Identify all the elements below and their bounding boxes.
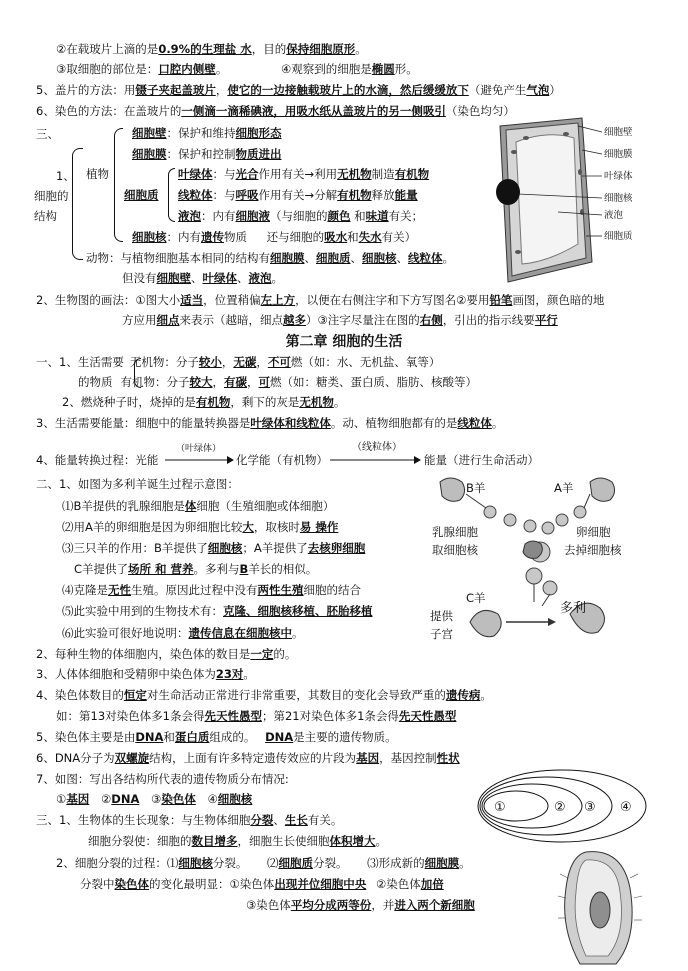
label-cytoplasm: 细胞质 [604,231,633,242]
division-process: 2、细胞分裂的过程：⑴细胞核分裂。 ⑵细胞质分裂。 ⑶形成新的细胞膜。 [56,856,471,870]
chloroplast-row: 叶绿体：与光合作用有关→利用无机物制造有机物 [178,167,430,181]
dolly-label: 多利 [560,601,587,616]
saline-line: ②在载玻片上滴的是0.9%的生理盐 水，目的保持细胞原形。 [56,42,367,56]
genetics-5: 5、染色体主要是由DNA和蛋白质组成的。 DNA是主要的遗传物质。 [36,730,397,744]
drawing-rule-2: 方应用细点来表示（越暗，细点越多）③注字尽量注在图的右侧，引出的指示线要平行 [122,313,558,327]
animal-row: 动物：与植物细胞基本相同的结构有细胞膜、细胞质、细胞核、线粒体。 [86,251,454,265]
sample-line: ③取细胞的部位是：口腔内侧壁。 ④观察到的细胞是椭圆形。 [56,62,418,76]
cloning-q6: ⑹此实验可很好地说明：遗传信息在细胞核中。 [62,626,304,640]
growth-1b: 细胞分裂使：细胞的数目增多，细胞生长使细胞体积增大。 [88,834,387,848]
take-nucleus-label: 取细胞核 [432,543,478,557]
cell-label-a: 细胞的 [34,189,69,203]
egg-label: 卵细胞 [576,525,611,539]
label-vacuole: 液泡 [604,210,624,221]
genetics-7-answers: ①基因 ②DNA ③染色体 ④细胞核 [56,792,253,806]
a-sheep-label: A羊 [554,481,574,495]
provide-label: 提供 [430,609,453,623]
plant-brace [114,128,123,242]
cell-membrane-row: 细胞膜：保护和控制物质进出 [132,147,282,161]
fused-cell [523,541,542,558]
mitochondria-arrow-label: （线粒体） [352,442,402,453]
division-chromosome-b: ③染色体平均分成两等份，并进入两个新细胞 [246,898,475,912]
genetics-6: 6、DNA分子为双螺旋结构，上面有许多特定遗传效应的片段为基因，基因控制性状 [36,751,460,765]
needs-row-1: 一、1、生活需要 无机物：分子较小，无碳，不可燃（如：水、无机盐、氧等） [36,355,441,369]
nested-ellipse-diagram [476,768,648,844]
cloning-q1: ⑴B羊提供的乳腺细胞是体细胞（生殖细胞或体细胞） [62,499,335,513]
burning-row: 2、燃烧种子时，烧掉的是有机物，剩下的灰是无机物。 [62,395,346,409]
energy-process-b: 化学能（有机物） [236,453,328,467]
drawing-rule-1: 2、生物图的画法：①图大小适当，位置稍偏左上方，以便在右侧注字和下方写图名②要用铅笔画图，颜色暗的地 [36,293,605,307]
cloning-q3b: C羊提供了场所 和 营养。多利与B羊长的相似。 [74,562,318,576]
growth-1: 三、1、生物体的生长现象：与生物体细胞分裂、生长有关。 [36,813,343,827]
c-sheep [470,610,501,636]
nucleus-shape [496,179,520,205]
label-cell-membrane: 细胞膜 [604,149,633,160]
mitochondria-row: 线粒体：与呼吸作用有关→分解有机物释放能量 [178,188,418,202]
coverslip-line: 5、盖片的方法：用镊子夹起盖玻片，使它的一边接触载玻片上的水滴，然后缓缓放下（避免产生气泡） [36,83,561,97]
cloning-intro: 二、1、如图为多利羊诞生过程示意图： [36,477,239,491]
arrow-1 [165,455,235,465]
organism-illustration [546,848,656,968]
mammary-label: 乳腺细胞 [432,525,478,539]
label-cell-wall: 细胞壁 [604,127,633,138]
cell-label-b: 结构 [34,209,57,223]
cloning-q3: ⑶三只羊的作用：B羊提供了细胞核；A羊提供了去核卵细胞 [62,541,366,555]
cloning-q5: ⑸此实验中用到的生物技术有：克隆、细胞核移植、胚胎移植 [62,604,373,618]
animal-lack-row: 但没有细胞壁、叶绿体、液泡。 [122,271,283,285]
ring-2-label: ② [554,800,566,815]
genetics-7: 7、如图：写出各结构所代表的遗传物质分布情况: [36,772,289,786]
ring-4-label: ④ [620,800,632,815]
outer-brace [72,148,83,260]
cloning-q2: ⑵用A羊的卵细胞是因为卵细胞比较大，取核时易 操作 [62,520,339,534]
cell-label-num: 1、 [56,169,75,183]
genetics-2: 2、每种生物的体细胞内，染色体的数目是一定的。 [36,647,297,661]
arrow-2 [330,455,422,465]
cytoplasm-label: 细胞质 [124,188,159,202]
cloning-diagram [430,472,670,652]
chapter-title: 第二章 细胞的生活 [285,334,403,350]
energy-converter-row: 3、生活需要能量：细胞中的能量转换器是叶绿体和线粒体。动、植物细胞都有的是线粒体。 [36,416,504,430]
division-chromosome: 分裂中染色体的变化最明显：①染色体出现并位细胞中央 ②染色体加倍 [80,877,444,891]
plant-cell-diagram [478,112,668,288]
cell-wall-row: 细胞壁：保护和维持细胞形态 [132,126,282,140]
label-nucleus: 细胞核 [604,193,633,204]
a-sheep-head [590,478,615,501]
genetics-3: 3、人体体细胞和受精卵中染色体为23对。 [36,667,255,681]
b-sheep-label: B羊 [466,481,486,495]
chloroplast-arrow-label: （叶绿体） [176,444,222,454]
vacuole-row: 液泡：内有细胞液（与细胞的颜色 和味道有关； [178,209,424,223]
genetics-4b: 如：第13对染色体多1条会得先天性愚型；第21对染色体多1条会得先天性愚型 [56,709,457,723]
cloning-q4: ⑷克隆是无性生殖。原因此过程中没有两性生殖细胞的结合 [62,583,361,597]
label-chloroplast: 叶绿体 [604,171,633,182]
genetics-4: 4、染色体数目的恒定对生命活动正常进行非常重要，其数目的变化会导致严重的遗传病。 [36,688,492,702]
c-sheep-label: C羊 [466,591,486,605]
nucleus-row: 细胞核：内有遗传物质 还与细胞的吸水和失水有关） [132,230,417,244]
energy-process-a: 4、能量转换过程：光能 [36,453,159,467]
section-three-label: 三、 [36,127,59,141]
staining-line: 6、染色的方法：在盖玻片的一侧滴一滴稀碘液，用吸水纸从盖玻片的另一侧吸引（染色均匀） [36,104,515,118]
b-sheep-head [440,478,465,501]
vacuole-shape [516,135,578,264]
energy-process-c: 能量（进行生命活动） [424,453,539,467]
uterus-label: 子宫 [430,627,453,641]
ring-3-label: ③ [584,800,596,815]
remove-nucleus-label: 去掉细胞核 [564,543,622,557]
needs-row-2: 的物质 有机物：分子较大，有碳，可燃（如：糖类、蛋白质、脂肪、核酸等） [78,375,477,389]
plant-label: 植物 [86,167,109,181]
cytoplasm-brace [168,168,175,222]
ring-1-label: ① [494,800,506,815]
